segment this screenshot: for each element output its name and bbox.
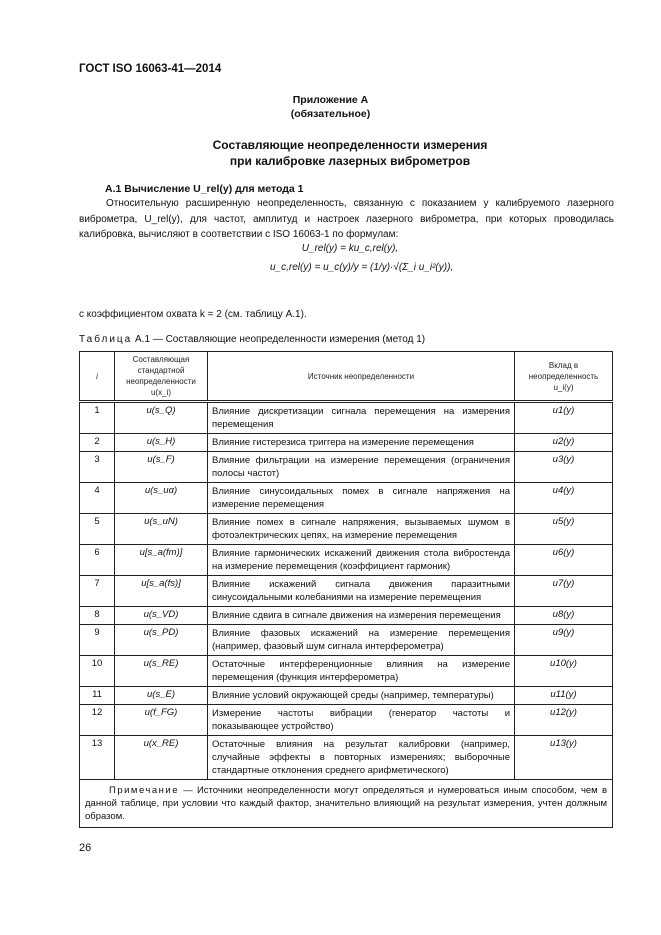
table-caption [79,334,425,345]
row-component: u(s_VD) [115,607,208,625]
table-note [80,780,613,828]
table-row [80,687,613,705]
formula-combined-uncertainty: u_c,rel(y) = u_c(y)/y = (1/y)·√(Σ_i u_i²(y)), [270,262,454,273]
title-line-2: при калибровке лазерных виброметров [229,154,471,168]
table-row [80,514,613,545]
row-contribution: u4(y) [515,483,613,514]
row-contribution: u3(y) [515,452,613,483]
table-row [80,625,613,656]
header-source: Источник неопределенности [208,352,515,402]
annex-status: (обязательное) [290,108,371,120]
row-component: u(s_PD) [115,625,208,656]
row-component: u(s_uα) [115,483,208,514]
row-contribution: u7(y) [515,576,613,607]
row-index: 4 [80,483,115,514]
row-source: Влияние дискретизации сигнала перемещения на измерения перемещения [208,402,515,434]
table-row [80,576,613,607]
uncertainty-table [79,351,613,828]
row-component: u[s_a(fs)] [115,576,208,607]
row-contribution: u13(y) [515,736,613,780]
section-heading: А.1 Вычисление U_rel(y) для метода 1 [105,183,304,195]
document-title [0,137,661,169]
row-contribution: u2(y) [515,434,613,452]
row-contribution: u6(y) [515,545,613,576]
row-source: Остаточные влияния на результат калибровки (например, случайные эффекты в повторных измерениях; выборочные стандартные отклонения среднего арифметического) [208,736,515,780]
row-index: 10 [80,656,115,687]
table-header-row [80,352,613,402]
row-source: Влияние сдвига в сигнале движения на измерения перемещения [208,607,515,625]
row-source: Влияние фильтрации на измерение перемещения (ограничения полосы частот) [208,452,515,483]
row-index: 12 [80,705,115,736]
row-index: 1 [80,402,115,434]
header-contribution: Вклад в неопределенность u_i(y) [515,352,613,402]
row-contribution: u5(y) [515,514,613,545]
row-source: Влияние гармонических искажений движения стола вибростенда на измерение перемещения (коэффициент гармоник) [208,545,515,576]
row-source: Влияние искажений сигнала движения паразитными синусоидальными колебаниями на измерение перемещения [208,576,515,607]
title-line-1: Составляющие неопределенности измерения [212,138,488,152]
intro-paragraph [79,196,614,243]
row-index: 2 [80,434,115,452]
row-source: Влияние фазовых искажений на измерение перемещения (например, фазовый шум сигнала интерферометра) [208,625,515,656]
row-source: Остаточные интерференционные влияния на измерение перемещения (функция интерферометра) [208,656,515,687]
row-source: Влияние синусоидальных помех в сигнале напряжения на измерение перемещения [208,483,515,514]
intro-text: Относительную расширенную неопределенность, связанную с показанием у калибруемого лазерного виброметра, U_rel(y), для частот, амплитуд и настроек лазерного виброметра, при которых проводилась калибровка, вычисляют в соответствии с ISO 16063-1 по формулам: [79,198,614,240]
row-component: u(s_E) [115,687,208,705]
row-contribution: u1(y) [515,402,613,434]
row-component: u(s_uN) [115,514,208,545]
row-source: Влияние условий окружающей среды (например, температуры) [208,687,515,705]
row-component: u(f_FG) [115,705,208,736]
table-row [80,483,613,514]
row-contribution: u11(y) [515,687,613,705]
row-contribution: u12(y) [515,705,613,736]
header-index: i [80,352,115,402]
row-index: 3 [80,452,115,483]
table-row [80,402,613,434]
row-contribution: u10(y) [515,656,613,687]
row-component: u(s_F) [115,452,208,483]
row-contribution: u8(y) [515,607,613,625]
row-index: 13 [80,736,115,780]
row-index: 6 [80,545,115,576]
page-number: 26 [79,842,92,854]
row-index: 9 [80,625,115,656]
table-row [80,607,613,625]
header-component: Составляющая стандартной неопределенности u(x_i) [115,352,208,402]
table-caption-label: Таблица [79,334,133,345]
annex-title: Приложение А [292,94,369,106]
note-row [80,780,613,828]
formula-expanded-uncertainty: U_rel(y) = ku_c,rel(y), [301,243,399,254]
table-row [80,452,613,483]
coverage-factor-text: с коэффициентом охвата k = 2 (см. таблицу А.1). [79,309,307,320]
row-component: u(s_RE) [115,656,208,687]
row-source: Влияние гистерезиса триггера на измерение перемещения [208,434,515,452]
table-row [80,736,613,780]
annex-heading [0,93,661,121]
note-label: Примечание [109,785,179,796]
note-text: — Источники неопределенности могут определяться и нумероваться иным способом, чем в данной таблице, при условии что каждый фактор, значительно влияющий на результат измерения, учтен должным образом. [85,785,607,822]
row-index: 5 [80,514,115,545]
row-component: u[s_a(fm)] [115,545,208,576]
row-index: 7 [80,576,115,607]
row-component: u(s_Q) [115,402,208,434]
row-index: 11 [80,687,115,705]
table-row [80,705,613,736]
row-contribution: u9(y) [515,625,613,656]
table-row [80,656,613,687]
table-row [80,434,613,452]
row-source: Влияние помех в сигнале напряжения, вызываемых шумом в фотоэлектрических цепях, на измерение перемещения [208,514,515,545]
row-component: u(x_RE) [115,736,208,780]
standard-designation: ГОСТ ISO 16063-41—2014 [79,63,222,75]
row-source: Измерение частоты вибрации (генератор частоты и показывающее устройство) [208,705,515,736]
table-caption-text: А.1 — Составляющие неопределенности измерения (метод 1) [132,334,426,345]
row-component: u(s_H) [115,434,208,452]
row-index: 8 [80,607,115,625]
table-row [80,545,613,576]
